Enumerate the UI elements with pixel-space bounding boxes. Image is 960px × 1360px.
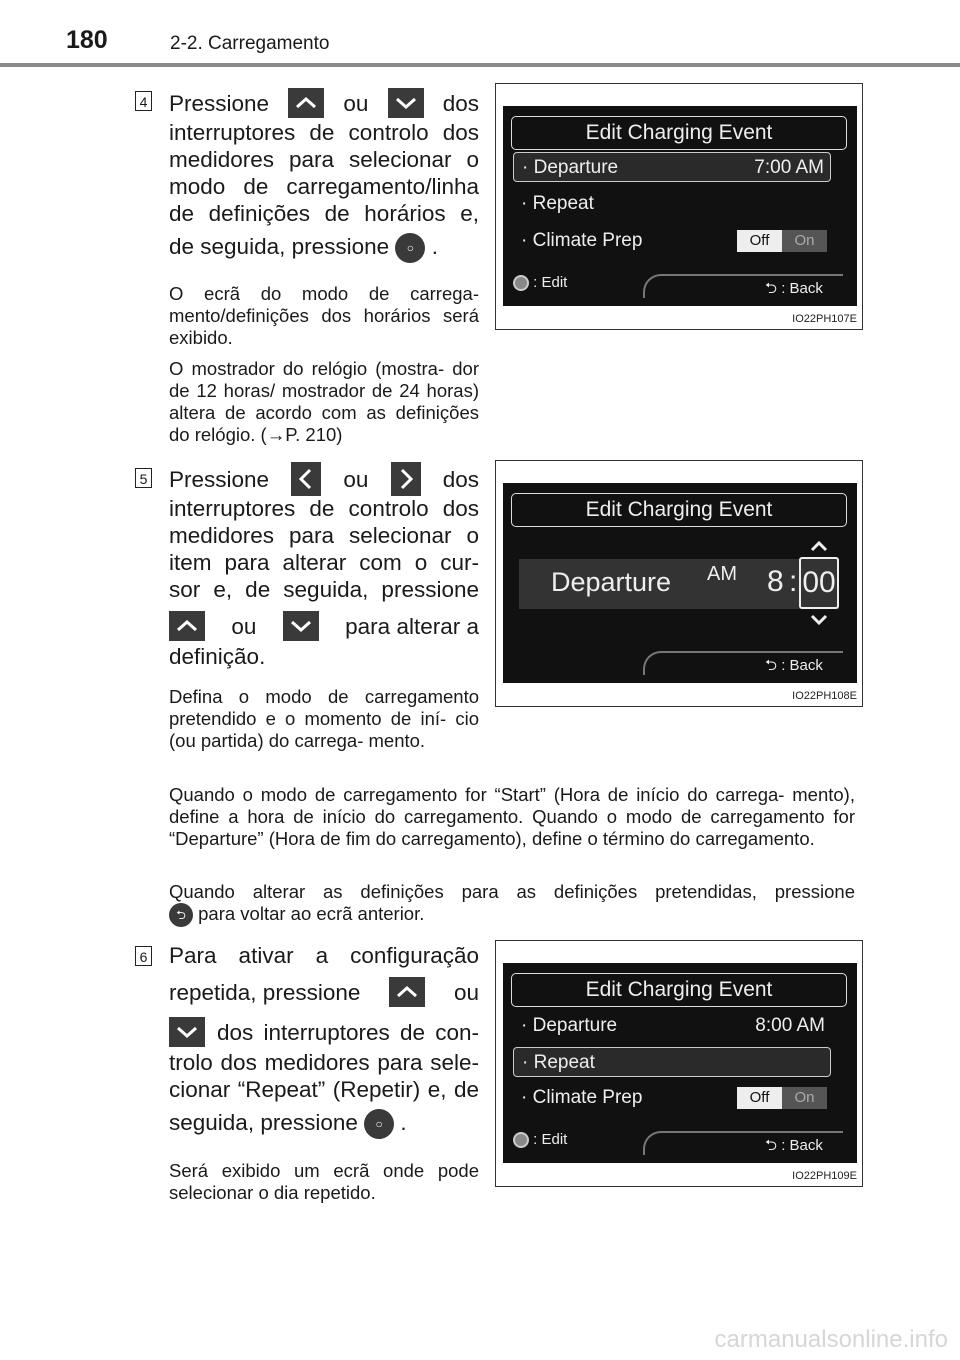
chevron-right-icon: [391, 462, 421, 496]
row-label: · Departure: [522, 157, 619, 178]
step-note: Defina o modo de carregamento pretendido e o momento de iní- cio (ou partida) do carrega- mento.: [169, 686, 479, 751]
step-number: 5: [135, 468, 152, 488]
row-label: · Climate Prep: [521, 230, 643, 251]
ok-button-icon: ○: [364, 1109, 394, 1139]
back-arrow-icon: ⮌: [765, 1137, 778, 1154]
dial-icon: [513, 1132, 529, 1148]
chevron-up-icon: [169, 611, 205, 641]
toggle-on: On: [782, 230, 827, 252]
toggle-off: Off: [737, 230, 782, 252]
back-button-icon: ⮌: [169, 903, 193, 927]
text-line: item para alterar com o cur-: [169, 550, 479, 575]
back-hint: [765, 1135, 823, 1160]
dial-icon: [513, 275, 529, 291]
hour-value: 8: [767, 565, 784, 598]
edit-hint: [513, 274, 567, 291]
back-label: : Back: [781, 657, 823, 674]
back-arrow-icon: ⮌: [765, 657, 778, 674]
step-text: [169, 87, 479, 267]
screen-figure: [495, 83, 863, 330]
step-text: [169, 463, 479, 670]
toggle-switch: [737, 1087, 827, 1109]
back-hint: [765, 278, 823, 303]
step-note: Será exibido um ecrã onde pode selecionar o dia repetido.: [169, 1160, 479, 1203]
figure-caption: IO22PH107E: [792, 313, 857, 325]
text-line: trolo dos medidores para sele-: [169, 1050, 479, 1075]
chevron-up-icon: [288, 88, 324, 118]
row-label: · Departure: [521, 1015, 618, 1036]
ok-button-icon: ○: [395, 233, 425, 263]
text-fragment: .: [431, 234, 438, 259]
text-fragment: Pressione: [169, 466, 270, 492]
text-fragment: dos: [442, 466, 479, 492]
text-line: Para ativar a configuração: [169, 943, 479, 968]
minute-value-selected: 00: [799, 557, 839, 609]
screen-title: Edit Charging Event: [511, 116, 847, 150]
watermark: carmanualsonline.info: [714, 1326, 948, 1353]
display-screen: [503, 963, 857, 1163]
screen-figure: [495, 940, 863, 1187]
step-note: O mostrador do relógio (mostra- dor de 12 horas/ mostrador de 24 horas) altera de acordo com as definições do relógio. (→P. 210): [169, 358, 479, 445]
time-field: [519, 559, 839, 609]
text-line: modo de carregamento/linha: [169, 174, 479, 199]
ampm-value: AM: [707, 563, 737, 585]
row-label: · Repeat: [522, 1052, 595, 1073]
text-fragment: repetida, pressione: [169, 979, 361, 1005]
text-fragment: para alterar a: [345, 613, 479, 639]
note-line: para voltar ao ecrã anterior.: [198, 903, 425, 924]
toggle-switch: [737, 230, 827, 252]
text-line: definição.: [169, 644, 266, 669]
section-title: 2-2. Carregamento: [170, 33, 330, 54]
text-fragment: ou: [343, 466, 369, 492]
chevron-down-icon: [809, 613, 829, 627]
chevron-down-icon: [283, 611, 319, 641]
chevron-up-icon: [809, 539, 829, 553]
text-line: cionar “Repeat” (Repetir) e, de: [169, 1077, 479, 1102]
text-fragment: seguida, pressione: [169, 1110, 358, 1135]
chevron-down-icon: [169, 1017, 205, 1047]
row-value: 8:00 AM: [755, 1015, 825, 1036]
figure-caption: IO22PH109E: [792, 1170, 857, 1182]
menu-row-climate-prep: [513, 226, 831, 256]
screen-figure: [495, 460, 863, 707]
text-fragment: de seguida, pressione: [169, 234, 390, 259]
text-fragment: ou: [231, 613, 257, 639]
text-line: interruptores de controlo dos: [169, 120, 479, 145]
menu-row-repeat: [513, 1047, 831, 1077]
chevron-up-icon: [389, 977, 425, 1007]
text-fragment: ou: [453, 979, 479, 1005]
text-line: medidores para selecionar o: [169, 147, 479, 172]
step-note: [169, 881, 855, 927]
row-label: · Climate Prep: [521, 1087, 643, 1108]
chevron-down-icon: [388, 88, 424, 118]
menu-row-departure: [513, 152, 831, 182]
screen-title: Edit Charging Event: [511, 493, 847, 527]
row-value: 7:00 AM: [754, 157, 824, 178]
text-line: medidores para selecionar o: [169, 523, 479, 548]
figure-caption: IO22PH108E: [792, 690, 857, 702]
edit-label: : Edit: [533, 1131, 568, 1148]
text-fragment: .: [400, 1110, 407, 1135]
header-rule: [0, 63, 960, 67]
step-note: Quando o modo de carregamento for “Start” (Hora de início do carrega- mento), define a hora de início do carregamento. Quando o modo de carregamento for “Departure” (Hora de fim do carregamento), define o término do carregamento.: [169, 784, 855, 849]
screen-title: Edit Charging Event: [511, 973, 847, 1007]
step-note: O ecrã do modo de carrega- mento/definições dos horários será exibido.: [169, 283, 479, 348]
text-line: de definições de horários e,: [169, 201, 479, 226]
text-fragment: Pressione: [169, 90, 270, 116]
field-label: Departure: [551, 567, 672, 597]
back-arrow-icon: ⮌: [765, 280, 778, 297]
toggle-off: Off: [737, 1087, 782, 1109]
menu-row-repeat: [513, 189, 831, 219]
back-hint: [765, 655, 823, 680]
text-line: sor e, de seguida, pressione: [169, 577, 479, 602]
page-number: 180: [66, 26, 108, 54]
text-fragment: dos: [442, 90, 479, 116]
time-colon: :: [789, 565, 798, 598]
edit-label: : Edit: [533, 274, 568, 291]
note-line: Quando alterar as definições para as definições pretendidas, pressione: [169, 881, 855, 902]
text-line: interruptores de controlo dos: [169, 496, 479, 521]
text-fragment: ou: [343, 90, 369, 116]
back-label: : Back: [781, 1137, 823, 1154]
display-screen: [503, 483, 857, 683]
menu-row-departure: [513, 1011, 831, 1041]
toggle-on: On: [782, 1087, 827, 1109]
edit-hint: [513, 1131, 567, 1148]
back-label: : Back: [781, 280, 823, 297]
step-number: 6: [135, 946, 152, 966]
step-number: 4: [135, 91, 152, 111]
text-fragment: dos interruptores de con-: [217, 1019, 479, 1045]
chevron-left-icon: [291, 462, 321, 496]
menu-row-climate-prep: [513, 1083, 831, 1113]
step-text: [169, 942, 479, 1143]
display-screen: [503, 106, 857, 306]
row-label: · Repeat: [521, 193, 594, 214]
